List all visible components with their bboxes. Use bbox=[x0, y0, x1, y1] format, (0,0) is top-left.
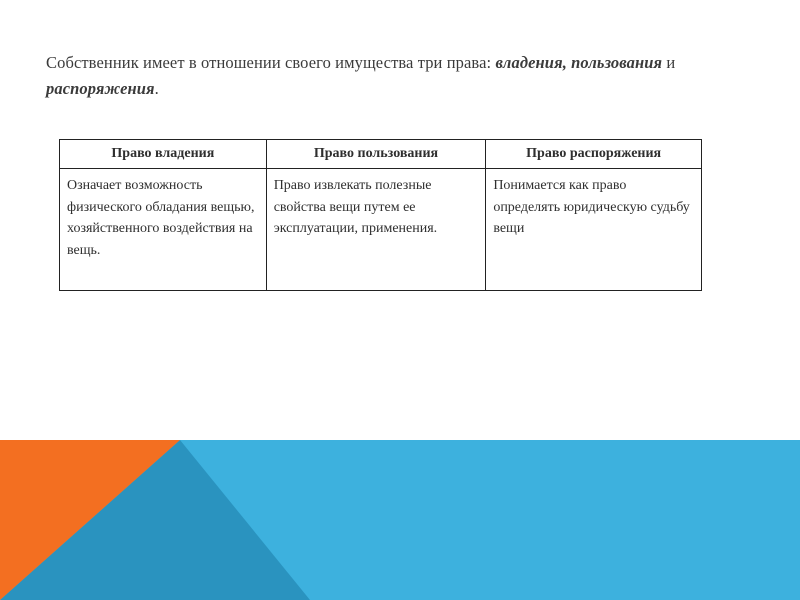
cell-use: Право извлекать полезные свойства вещи путем ее эксплуатации, применения. bbox=[266, 169, 486, 291]
intro-period: . bbox=[154, 79, 159, 98]
intro-separator-and: и bbox=[662, 53, 676, 72]
intro-paragraph bbox=[46, 50, 746, 102]
cell-possession: Означает возможность физического обладания вещью, хозяйственного воздействия на вещь. bbox=[60, 169, 267, 291]
header-disposal: Право распоряжения bbox=[486, 140, 702, 169]
header-use: Право пользования bbox=[266, 140, 486, 169]
header-possession: Право владения bbox=[60, 140, 267, 169]
intro-right-use: пользования bbox=[571, 53, 663, 72]
intro-right-possession: владения bbox=[495, 53, 563, 72]
intro-text: Собственник имеет в отношении своего имущества три права: bbox=[46, 53, 496, 72]
intro-right-disposal: распоряжения bbox=[46, 79, 155, 98]
cell-disposal: Понимается как право определять юридическую судьбу вещи bbox=[486, 169, 702, 291]
decorative-banner bbox=[0, 440, 800, 600]
rights-table bbox=[59, 139, 702, 291]
table-header-row bbox=[60, 140, 702, 169]
table-row bbox=[60, 169, 702, 291]
intro-separator-comma: , bbox=[562, 53, 572, 72]
